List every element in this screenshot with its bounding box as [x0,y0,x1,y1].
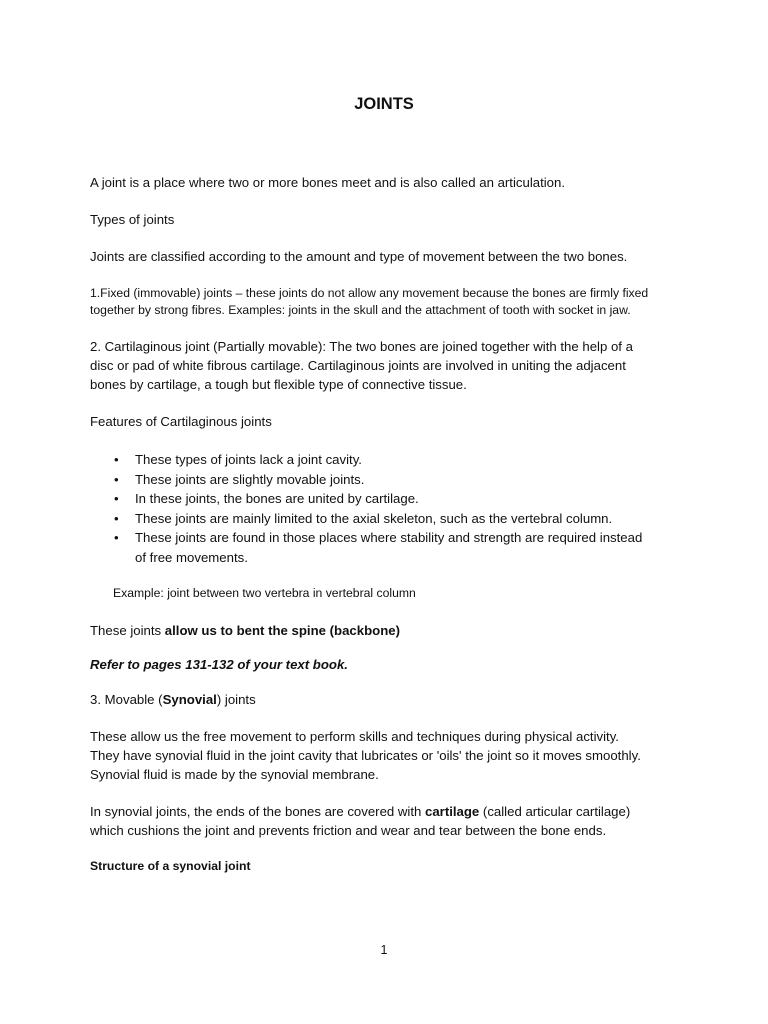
list-item: • In these joints, the bones are united by cartilage. [90,489,642,509]
intro-paragraph: A joint is a place where two or more bones meet and is also called an articulation. [90,175,566,190]
synovial-line-1: These allow us the free movement to perform skills and techniques during physical activity. [90,729,619,744]
list-item: • These joints are found in those places where stability and strength are required instead [90,528,642,548]
types-heading: Types of joints [90,212,175,227]
features-list [90,450,642,568]
page-number: 1 [380,943,388,957]
bullet-icon: • [114,452,119,467]
list-item: • These types of joints lack a joint cavity. [90,450,642,470]
fixed-line-2: together by strong fibres. Examples: joints in the skull and the attachment of tooth with socket in jaw. [90,303,631,317]
synovial-line-3: Synovial fluid is made by the synovial membrane. [90,767,379,782]
bullet-icon: • [114,530,119,546]
example-line: Example: joint between two vertebra in vertebral column [113,586,416,600]
synovial-line-2: They have synovial fluid in the joint cavity that lubricates or 'oils' the joint so it moves smoothly. [90,748,641,763]
cartilage-line-1: In synovial joints, the ends of the bones are covered with cartilage (called articular cartilage) [90,804,631,819]
bullet-icon: • [114,491,119,507]
list-item: • These joints are slightly movable joints. [90,470,642,490]
fixed-line-1: 1.Fixed (immovable) joints – these joints do not allow any movement because the bones are firmly fixed [90,286,649,300]
features-heading: Features of Cartilaginous joints [90,414,272,429]
bullet-icon: • [114,510,119,526]
classified-paragraph: Joints are classified according to the amount and type of movement between the two bones. [90,249,628,264]
page-title: JOINTS [354,95,414,113]
spine-statement: These joints allow us to bent the spine (backbone) [90,623,400,638]
cartilaginous-line-2: disc or pad of white fibrous cartilage. Cartilaginous joints are involved in uniting the adjacent [90,358,626,373]
cartilaginous-line-3: bones by cartilage, a tough but flexible type of connective tissue. [90,377,467,392]
list-item-continuation: of free movements. [135,549,248,565]
bullet-icon: • [114,471,119,487]
textbook-reference: Refer to pages 131-132 of your text book. [90,657,348,672]
movable-joints-heading: 3. Movable (Synovial) joints [90,692,256,707]
list-item: • These joints are mainly limited to the axial skeleton, such as the vertebral column. [90,509,642,529]
structure-heading: Structure of a synovial joint [90,859,251,873]
cartilage-line-2: which cushions the joint and prevents friction and wear and tear between the bone ends. [90,823,607,838]
cartilaginous-line-1: 2. Cartilaginous joint (Partially movable): The two bones are joined together with the help of a [90,339,633,354]
